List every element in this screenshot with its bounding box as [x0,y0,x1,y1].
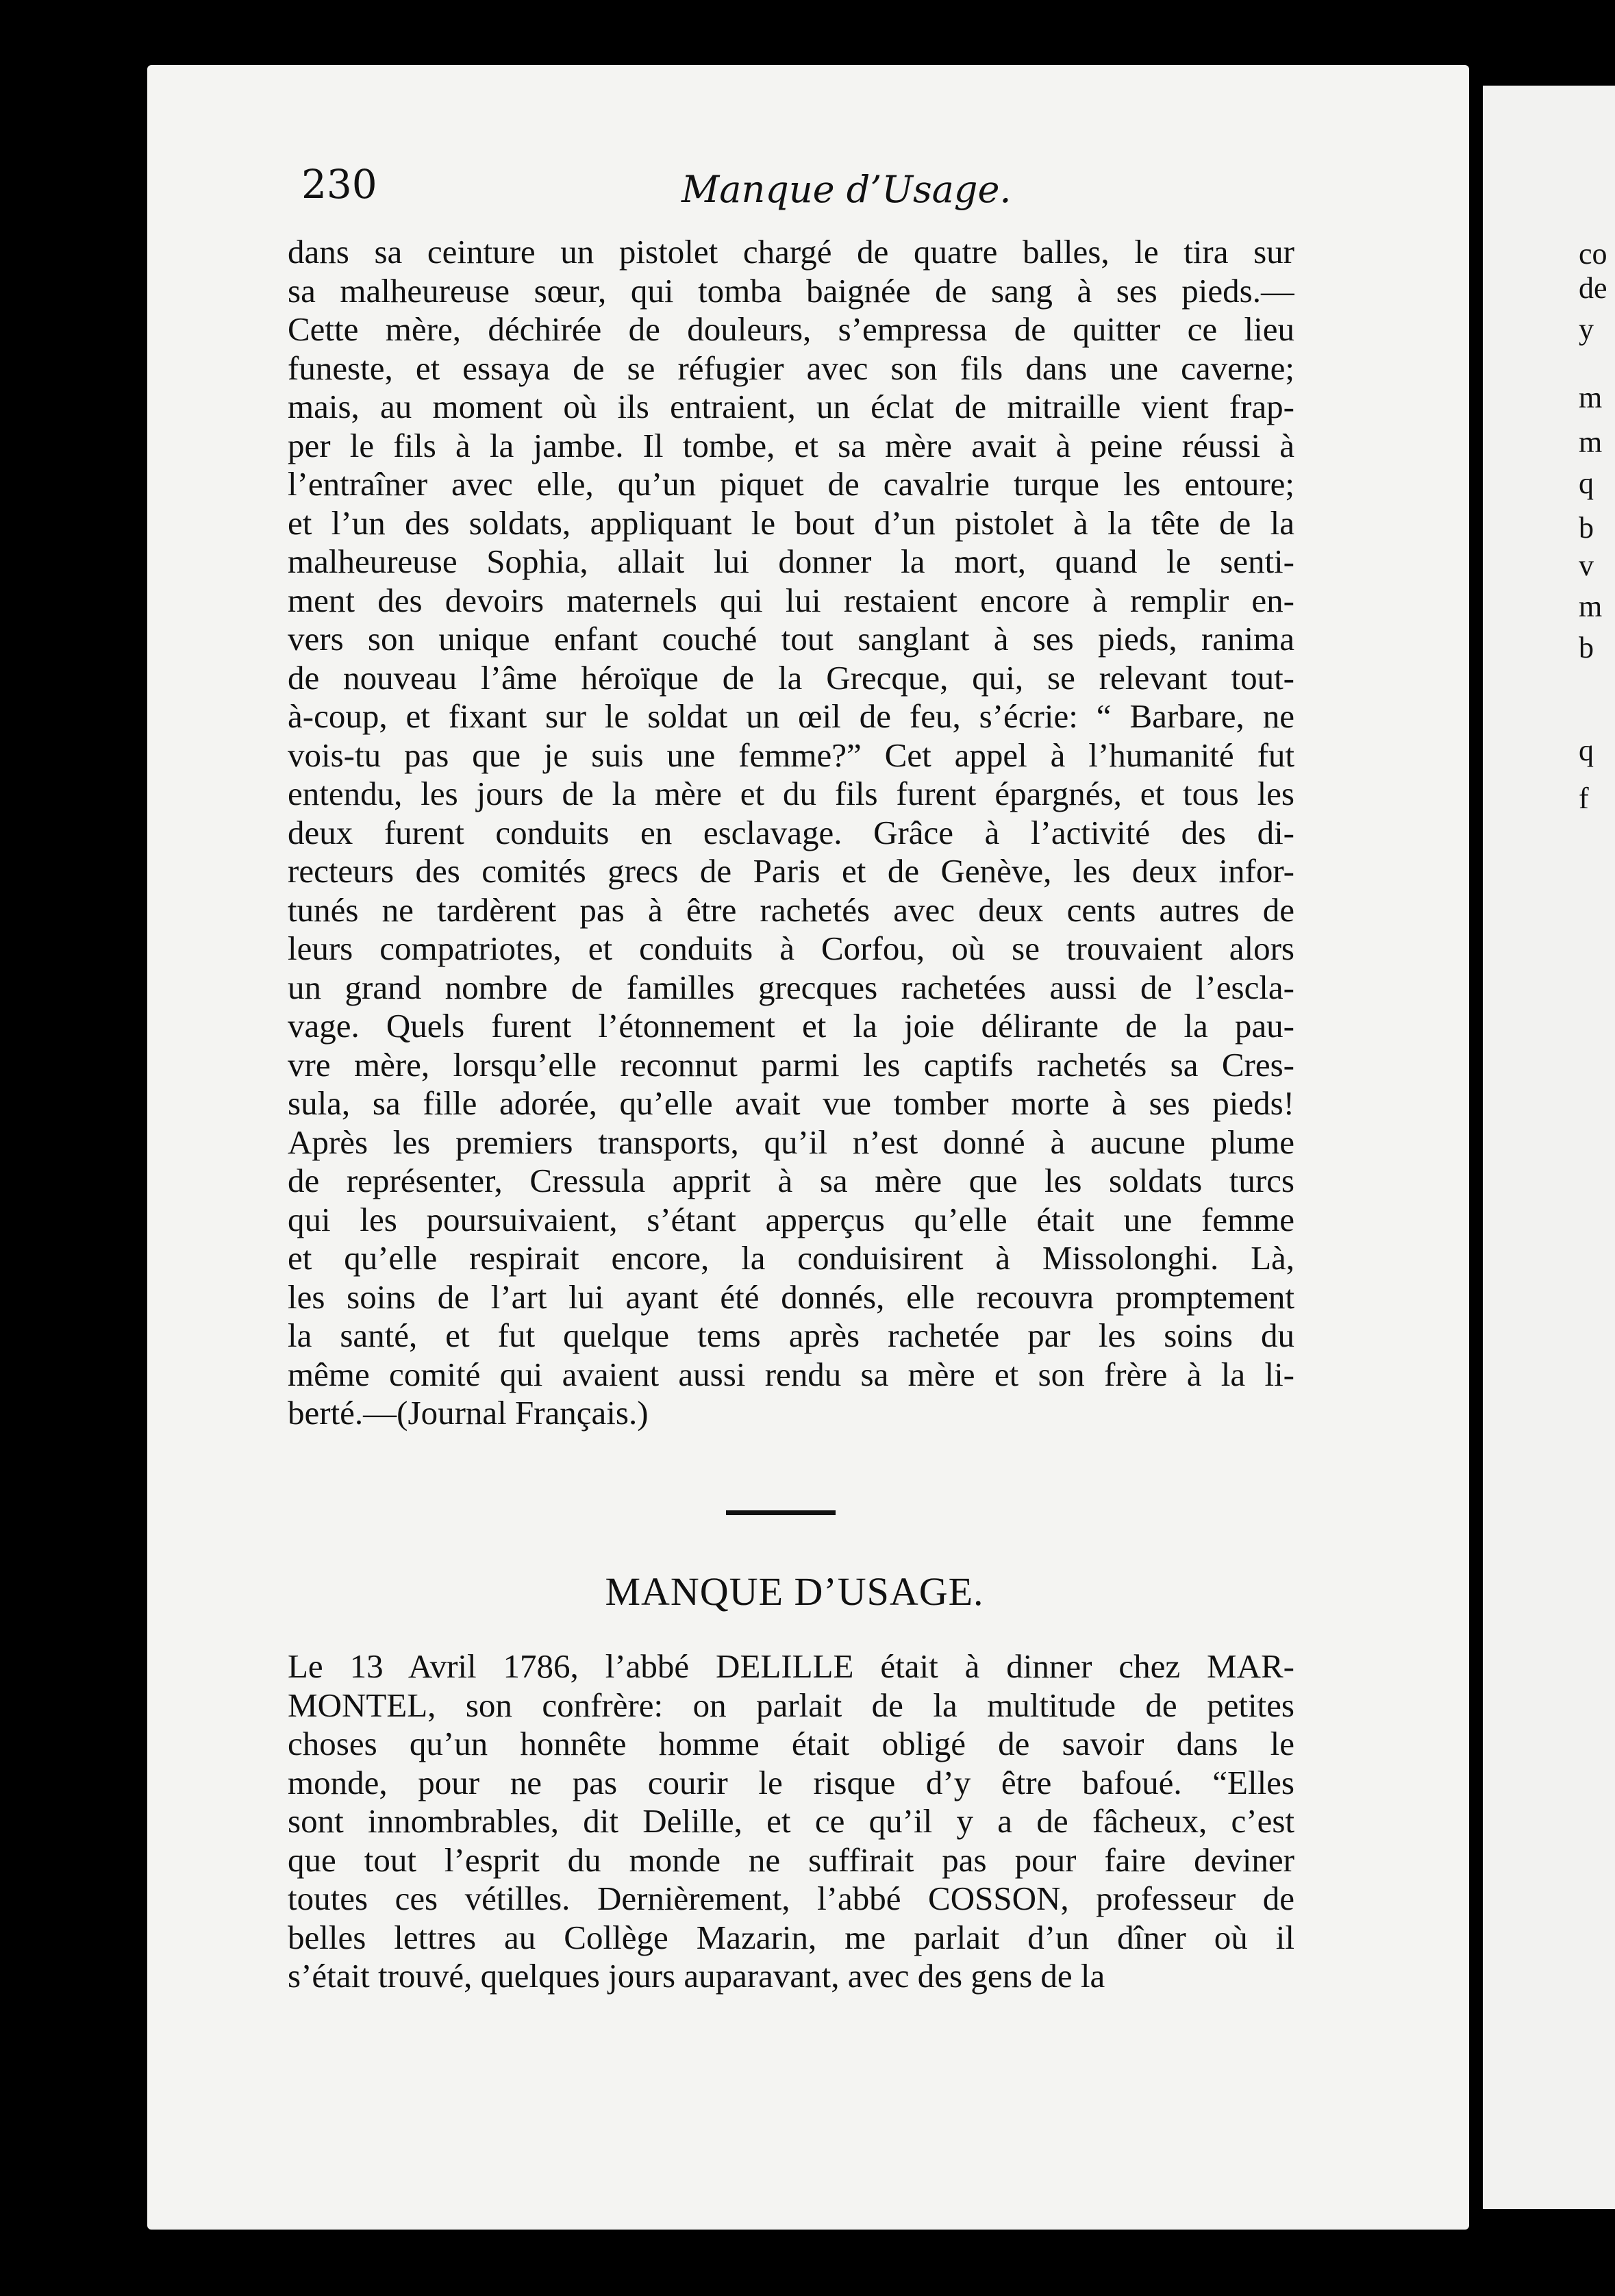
text-line: à-coup, et fixant sur le soldat un œil de feu, s’écrie: “ Barbare, ne [288,697,1294,735]
section-divider [726,1510,836,1515]
text-line: vre mère, lorsqu’elle reconnut parmi les captifs rachetés sa Cres- [288,1045,1294,1084]
text-line: dans sa ceinture un pistolet chargé de quatre balles, le tira sur [288,233,1294,271]
text-line: malheureuse Sophia, allait lui donner la mort, quand le senti- [288,542,1294,580]
page-number: 230 [301,161,377,208]
section-paragraph [288,1647,1294,1996]
facing-page-fragment: v [1579,549,1594,582]
text-line: sula, sa fille adorée, qu’elle avait vue tomber morte à ses pieds! [288,1084,1294,1122]
facing-page-fragment: m [1579,425,1603,459]
text-line: Le 13 Avril 1786, l’abbé DELILLE était à dinner chez MAR- [288,1647,1294,1685]
text-line: même comité qui avaient aussi rendu sa mère et son frère à la li- [288,1355,1294,1393]
running-head: Manque d’Usage. [681,168,1012,211]
text-line: recteurs des comités grecs de Paris et de Genève, les deux infor- [288,852,1294,890]
text-line: monde, pour ne pas courir le risque d’y être bafoué. “Elles [288,1763,1294,1801]
text-line: que tout l’esprit du monde ne suffirait pas pour faire deviner [288,1840,1294,1879]
text-line: de représenter, Cressula apprit à sa mère que les soldats turcs [288,1162,1294,1199]
continued-paragraph [288,233,1294,1433]
facing-page-fragment: q [1579,466,1594,500]
facing-page-fragment: b [1579,631,1594,664]
text-line: per le fils à la jambe. Il tombe, et sa mère avait à peine réussi à [288,426,1294,464]
facing-page-fragment: m [1579,381,1603,414]
text-line: qui les poursuivaient, s’étant apperçus qu’elle était une femme [288,1200,1294,1238]
facing-page-fragment: de [1579,271,1607,305]
text-line: funeste, et essaya de se réfugier avec son fils dans une caverne; [288,349,1294,387]
text-line: entendu, les jours de la mère et du fils furent épargnés, et tous les [288,775,1294,812]
text-line: Après les premiers transports, qu’il n’est donné à aucune plume [288,1123,1294,1161]
text-line: et l’un des soldats, appliquant le bout d’un pistolet à la tête de la [288,503,1294,542]
text-line: la santé, et fut quelque tems après rachetée par les soins du [288,1317,1294,1354]
text-line: vois-tu pas que je suis une femme?” Cet appel à l’humanité fut [288,736,1294,774]
facing-page-fragment: y [1579,312,1594,346]
text-line: l’entraîner avec elle, qu’un piquet de cavalrie turque les entoure; [288,465,1294,503]
facing-page-fragment: f [1579,782,1589,815]
text-line: s’était trouvé, quelques jours auparavant, avec des gens de la [288,1957,1105,1995]
text-line: sa malheureuse sœur, qui tomba baignée de sang à ses pieds.— [288,271,1294,310]
text-line: Cette mère, déchirée de douleurs, s’empressa de quitter ce lieu [288,310,1294,348]
facing-page-fragment: b [1579,511,1594,545]
text-line: tunés ne tardèrent pas à être rachetés avec deux cents autres de [288,890,1294,929]
text-line: vage. Quels furent l’étonnement et la joie délirante de la pau- [288,1007,1294,1045]
text-line: de nouveau l’âme héroïque de la Grecque, qui, se relevant tout- [288,658,1294,697]
text-line: deux furent conduits en esclavage. Grâce à l’activité des di- [288,813,1294,851]
text-line: mais, au moment où ils entraient, un éclat de mitraille vient frap- [288,388,1294,425]
facing-page-fragment: m [1579,590,1603,623]
text-line: berté.—(Journal Français.) [288,1394,649,1432]
text-line: les soins de l’art lui ayant été donnés, elle recouvra promptement [288,1277,1294,1316]
text-line: vers son unique enfant couché tout sanglant à ses pieds, ranima [288,620,1294,658]
text-line: toutes ces vétilles. Dernièrement, l’abbé COSSON, professeur de [288,1880,1294,1917]
text-line: sont innombrables, dit Delille, et ce qu’il y a de fâcheux, c’est [288,1802,1294,1840]
text-line: MONTEL, son confrère: on parlait de la multitude de petites [288,1686,1294,1724]
facing-page-fragment: co [1579,237,1607,271]
text-line: ment des devoirs maternels qui lui restaient encore à remplir en- [288,581,1294,619]
section-title: MANQUE D’USAGE. [605,1569,984,1614]
facing-page-fragment: q [1579,734,1594,767]
text-line: leurs compatriotes, et conduits à Corfou, où se trouvaient alors [288,929,1294,967]
text-line: choses qu’un honnête homme était obligé de savoir dans le [288,1725,1294,1762]
text-line: et qu’elle respirait encore, la conduisirent à Missolonghi. Là, [288,1239,1294,1277]
text-line: un grand nombre de familles grecques rachetées aussi de l’escla- [288,968,1294,1006]
text-line: belles lettres au Collège Mazarin, me parlait d’un dîner où il [288,1918,1294,1956]
